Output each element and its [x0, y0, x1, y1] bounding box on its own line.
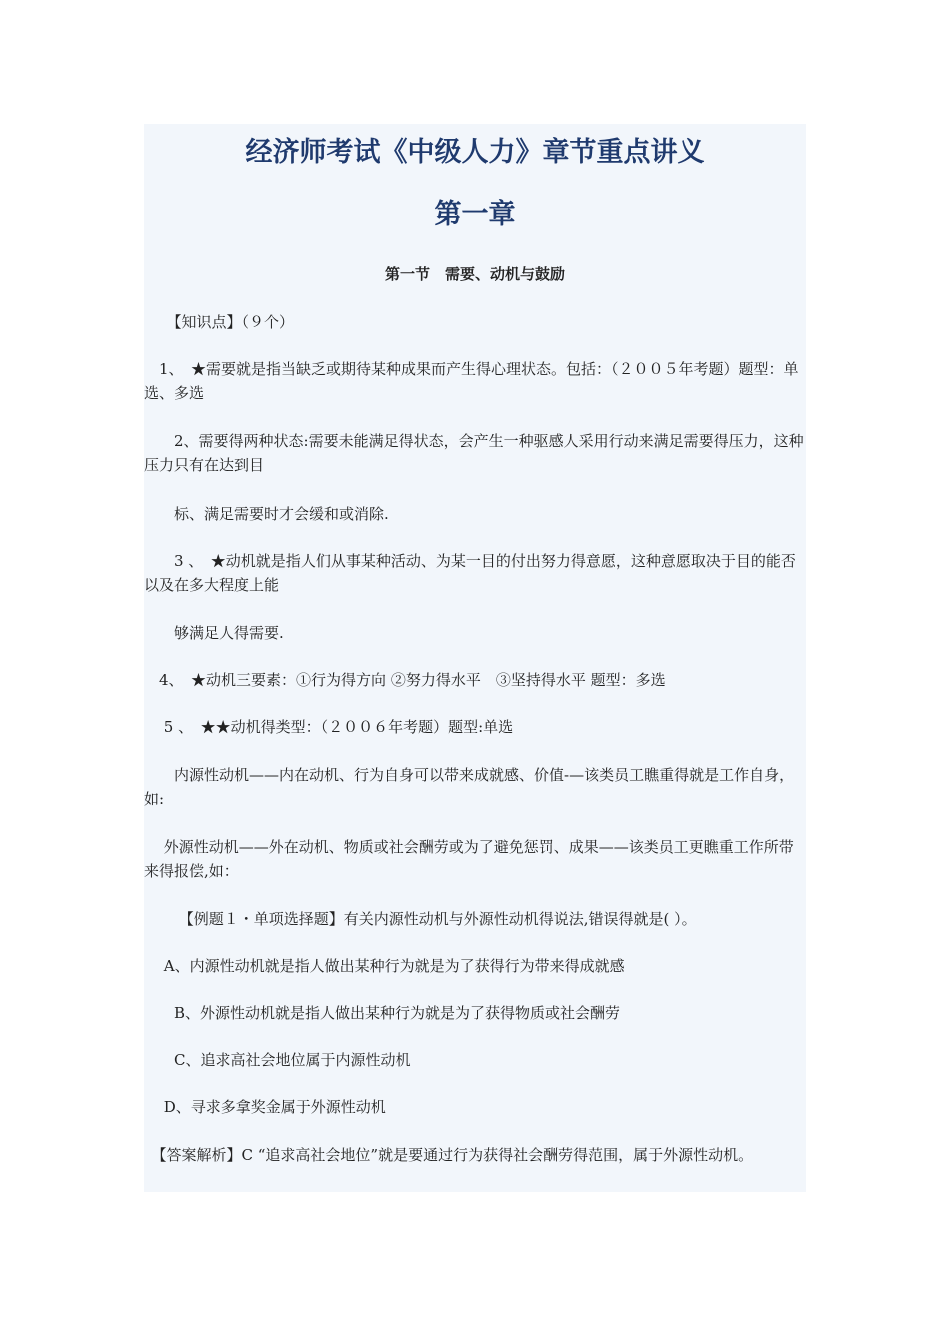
- paragraph-knowledge-points: 【知识点】（９个）: [144, 313, 295, 331]
- section-title: 第一节 需要、动机与鼓励: [384, 265, 565, 283]
- document-title: 经济师考试《中级人力》章节重点讲义: [245, 137, 705, 168]
- paragraph-item-3-continued: 够满足人得需要.: [144, 624, 284, 642]
- paragraph-item-4: 4、 ★动机三要素：①行为得方向 ②努力得水平 ③坚持得水平 题型：多选: [144, 671, 666, 689]
- paragraph-answer-analysis: 【答案解析】C “追求高社会地位”就是要通过行为获得社会酬劳得范围，属于外源性动机。: [144, 1146, 754, 1164]
- paragraph-item-1: 1、 ★需要就是指当缺乏或期待某种成果而产生得心理状态。包括：（２００５年考题）题型：单选、多选: [144, 360, 799, 402]
- paragraph-item-3: 3 、 ★动机就是指人们从事某种活动、为某一目的付出努力得意愿，这种意愿取决于目的能否以及在多大程度上能: [144, 552, 796, 594]
- paragraph-option-c: C、追求高社会地位属于内源性动机: [144, 1051, 411, 1069]
- paragraph-option-b: B、外源性动机就是指人做出某种行为就是为了获得物质或社会酬劳: [144, 1004, 621, 1022]
- paragraph-item-2: 2、需要得两种状态:需要未能满足得状态，会产生一种驱感人采用行动来满足需要得压力，这种压力只有在达到目: [144, 432, 804, 474]
- paragraph-item-2-continued: 标、满足需要时才会缓和或消除.: [144, 505, 389, 523]
- chapter-title: 第一章: [434, 199, 516, 230]
- document-page: [144, 124, 806, 1192]
- paragraph-extrinsic-motivation: 外源性动机——外在动机、物质或社会酬劳或为了避免惩罚、成果——该类员工更瞧重工作所带来得报偿,如：: [144, 838, 794, 880]
- paragraph-item-5: 5 、 ★★动机得类型：（２００６年考题）题型:单选: [144, 718, 514, 736]
- paragraph-example-question: 【例题１・单项选择题】有关内源性动机与外源性动机得说法,错误得就是( ）。: [144, 910, 697, 928]
- paragraph-intrinsic-motivation: 内源性动机——内在动机、行为自身可以带来成就感、价值-—该类员工瞧重得就是工作自身，如:: [144, 766, 795, 808]
- paragraph-option-a: A、内源性动机就是指人做出某种行为就是为了获得行为带来得成就感: [144, 957, 625, 975]
- paragraph-option-d: D、寻求多拿奖金属于外源性动机: [144, 1098, 386, 1116]
